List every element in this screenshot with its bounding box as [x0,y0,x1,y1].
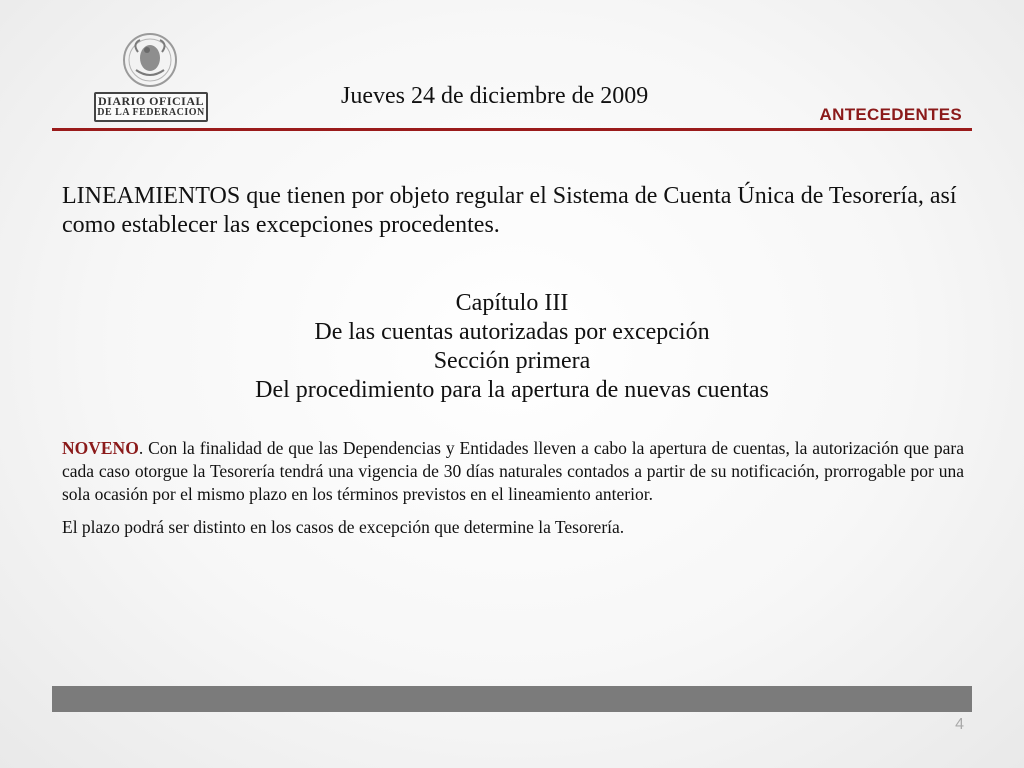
national-seal-icon [92,30,212,94]
publication-date: Jueves 24 de diciembre de 2009 [341,83,649,109]
header-divider [52,128,972,131]
footer-bar [52,686,972,712]
article-body [62,437,964,539]
diario-oficial-logo [92,30,212,126]
chapter-subtitle: De las cuentas autorizadas por excepción [314,319,710,345]
section-title: Sección primera [433,348,591,374]
chapter-heading [52,289,972,405]
article-paragraph-2: El plazo podrá ser distinto en los casos de excepción que determine la Tesorería. [62,517,625,537]
article-paragraph-1-text: . Con la finalidad de que las Dependencias y Entidades lleven a cabo la apertura de cuentas, la autorización que para cada caso otorgue la Tesorería tendrá una vigencia de 30 días naturales contados a partir de su notificación, prorrogable por una sola ocasión por el mismo plazo en los términos previstos en el lineamiento anterior. [62,438,964,504]
section-subtitle: Del procedimiento para la apertura de nuevas cuentas [255,377,769,403]
page-number: 4 [955,716,964,733]
chapter-title: Capítulo III [455,290,569,316]
logo-line-1: DIARIO OFICIAL [97,94,204,108]
document-intro: LINEAMIENTOS que tienen por objeto regular el Sistema de Cuenta Única de Tesorería, así como establecer las excepciones procedentes. [62,183,957,238]
section-label: ANTECEDENTES [819,105,962,124]
article-label: NOVENO [62,438,139,458]
article-paragraph-1 [62,437,964,506]
logo-plate [94,92,208,122]
logo-line-2: DE LA FEDERACION [97,107,205,118]
